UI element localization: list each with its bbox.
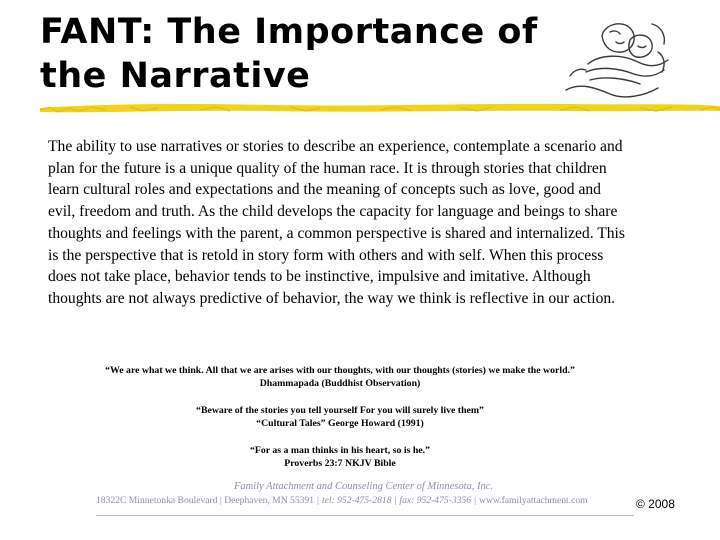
quote-text: “Beware of the stories you tell yourself For you will surely live them”: [196, 405, 484, 416]
title-line-2: the Narrative: [40, 56, 311, 96]
footer-divider: [96, 515, 634, 516]
footer-phone: tel: 952-475-2818: [321, 495, 392, 506]
quote-text: “We are what we think. All that we are arises with our thoughts, with our thoughts (stories) we make the world.”: [105, 365, 575, 376]
quote-proverbs: [40, 444, 640, 470]
footer-organization: Family Attachment and Counseling Center of Minnesota, Inc.: [234, 481, 494, 492]
parent-child-logo-icon: [560, 18, 680, 103]
footer: [96, 480, 636, 509]
quote-source: “Cultural Tales” George Howard (1991): [256, 418, 424, 429]
quote-text: “For as a man thinks in his heart, so is he.”: [249, 445, 430, 456]
copyright-notice: © 2008: [636, 497, 675, 511]
quote-cultural-tales: [40, 404, 640, 430]
footer-separator: |: [474, 495, 477, 506]
body-paragraph: The ability to use narratives or stories to describe an experience, contemplate a scenario and plan for the future is a unique quality of the human race. It is through stories that children learn cultural roles and expectations and the meaning of concepts such as love, good and evil, freedom and truth. As the child develops the capacity for language and beings to share thoughts and feelings with the parent, a common perspective is shared and internalized. This is the perspective that is retold in story form with others and with self. When this process does not take place, behavior tends to be instinctive, impulsive and imitative. Although thoughts are not always predictive of behavior, the way we think is reflective in our action.: [48, 138, 625, 307]
slide-title: [40, 10, 600, 98]
footer-address: 18322C Minnetonka Boulevard | Deephaven, MN 55391: [96, 495, 315, 506]
title-underline: [40, 98, 720, 118]
footer-fax: fax: 952-475-3356: [399, 495, 472, 506]
title-line-1: FANT: The Importance of: [40, 12, 538, 52]
footer-separator: |: [317, 495, 319, 506]
footer-separator: |: [394, 495, 397, 506]
footer-website-link[interactable]: www.familyattachment.com: [479, 495, 588, 506]
quote-source: Proverbs 23:7 NKJV Bible: [284, 458, 396, 469]
quote-buddhist: [40, 364, 640, 390]
footer-contact-line: [96, 493, 636, 509]
quote-source: Dhammapada (Buddhist Observation): [259, 378, 421, 389]
